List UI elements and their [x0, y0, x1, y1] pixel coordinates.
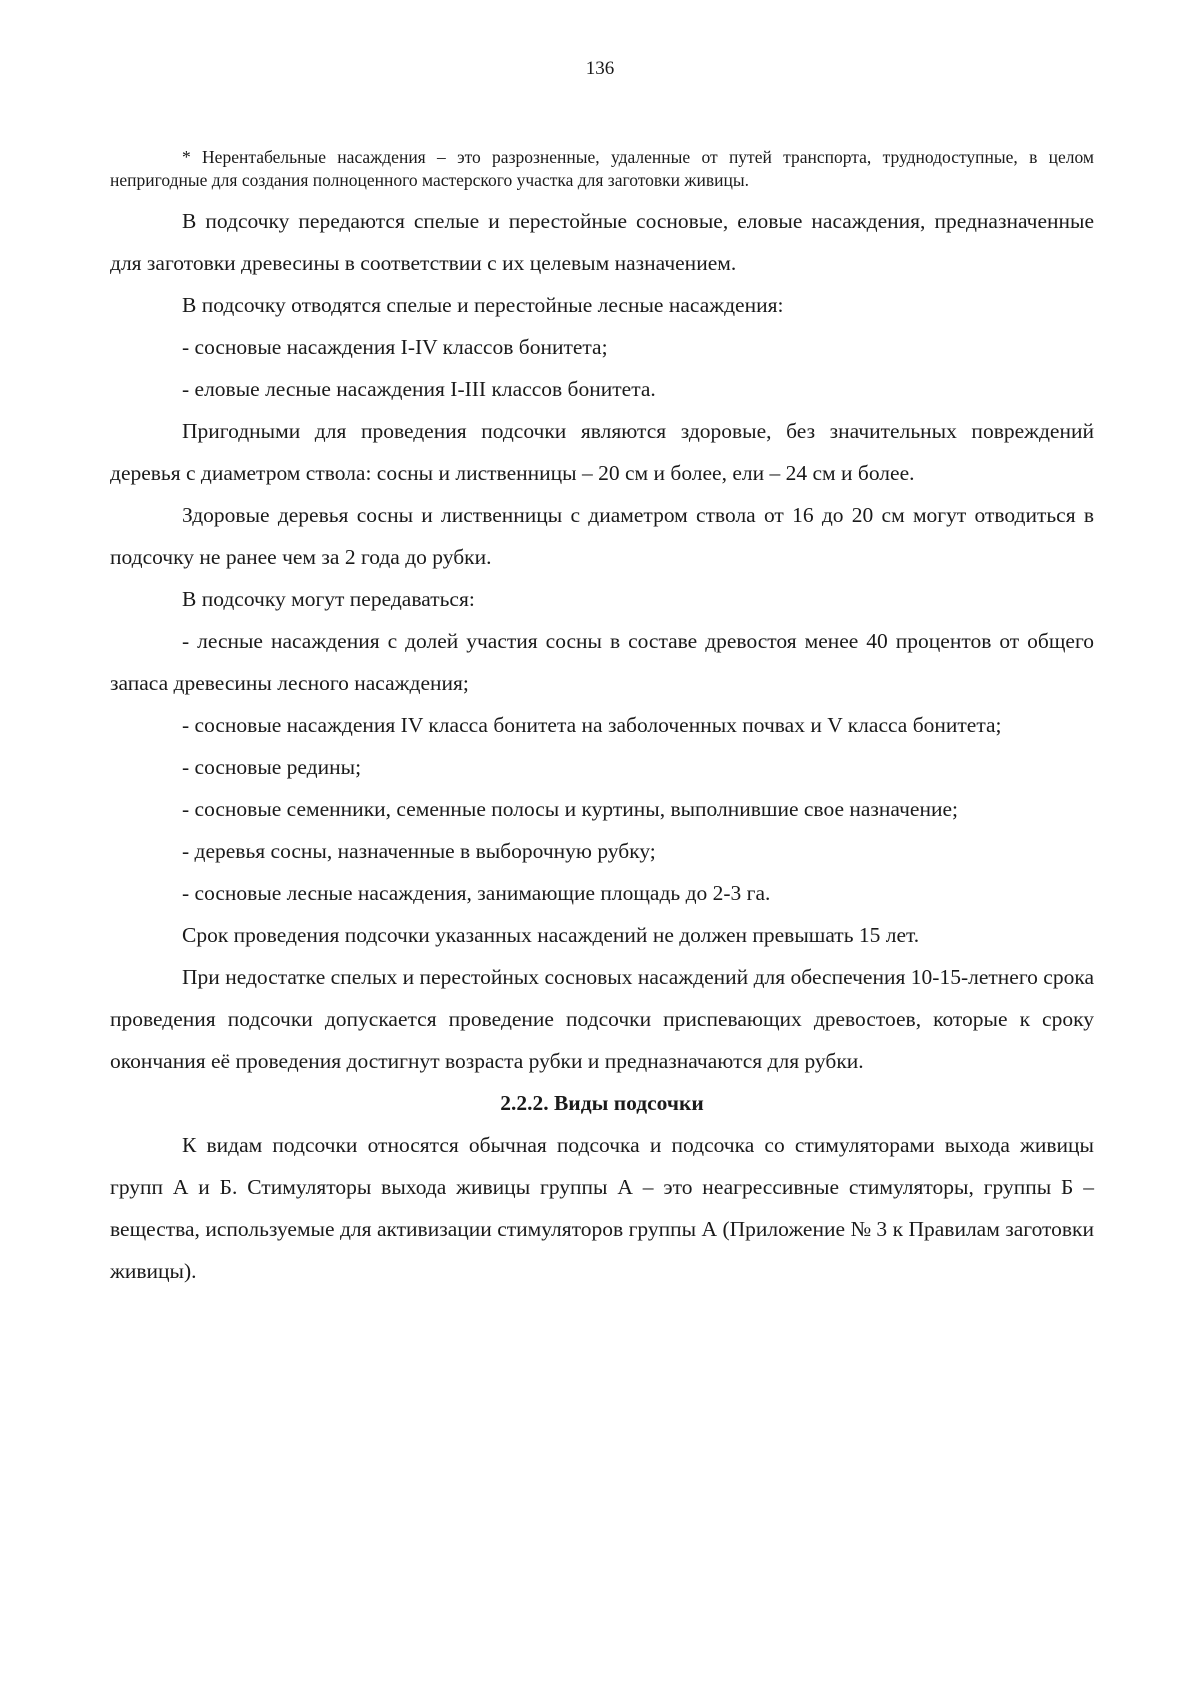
- list-item: - еловые лесные насаждения I-III классов бонитета.: [182, 377, 656, 401]
- paragraph: При недостатке спелых и перестойных сосновых насаждений для обеспечения 10-15-летнего срока проведения подсочки допускается проведение подсочки приспевающих древостоев, которые к сроку окончания её проведения достигнут возраста рубки и предназначаются для рубки.: [110, 965, 1094, 1073]
- page-number: 136: [585, 58, 615, 79]
- paragraph: Здоровые деревья сосны и лиственницы с диаметром ствола от 16 до 20 см могут отводиться в подсочку не ранее чем за 2 года до рубки.: [110, 503, 1094, 569]
- paragraph: Срок проведения подсочки указанных насаждений не должен превышать 15 лет.: [182, 923, 920, 947]
- footnote: * Нерентабельные насаждения – это разрозненные, удаленные от путей транспорта, труднодоступные, в целом непригодные для создания полноценного мастерского участка для заготовки живицы.: [110, 147, 1094, 190]
- list-item: - лесные насаждения с долей участия сосны в составе древостоя менее 40 процентов от общего запаса древесины лесного насаждения;: [110, 629, 1094, 695]
- section-heading: 2.2.2. Виды подсочки: [500, 1091, 704, 1115]
- list-item: - сосновые семенники, семенные полосы и куртины, выполнившие свое назначение;: [182, 797, 958, 821]
- list-item: - сосновые насаждения IV класса бонитета на заболоченных почвах и V класса бонитета;: [182, 713, 1002, 737]
- paragraph: В подсочку отводятся спелые и перестойные лесные насаждения:: [182, 293, 784, 317]
- document-body: [110, 146, 1094, 1292]
- list-item: - сосновые лесные насаждения, занимающие площадь до 2-3 га.: [182, 881, 771, 905]
- paragraph: Пригодными для проведения подсочки являются здоровые, без значительных повреждений деревья с диаметром ствола: сосны и лиственницы – 20 см и более, ели – 24 см и более.: [110, 419, 1094, 485]
- list-item: - сосновые насаждения I-IV классов бонитета;: [182, 335, 608, 359]
- list-item: - деревья сосны, назначенные в выборочную рубку;: [182, 839, 656, 863]
- paragraph: В подсочку могут передаваться:: [182, 587, 475, 611]
- paragraph: К видам подсочки относятся обычная подсочка и подсочка со стимуляторами выхода живицы групп А и Б. Стимуляторы выхода живицы группы А – это неагрессивные стимуляторы, группы Б – вещества, используемые для активизации стимуляторов группы А (Приложение № 3 к Правилам заготовки живицы).: [110, 1133, 1094, 1283]
- list-item: - сосновые редины;: [182, 755, 362, 779]
- paragraph: В подсочку передаются спелые и перестойные сосновые, еловые насаждения, предназначенные для заготовки древесины в соответствии с их целевым назначением.: [110, 209, 1094, 275]
